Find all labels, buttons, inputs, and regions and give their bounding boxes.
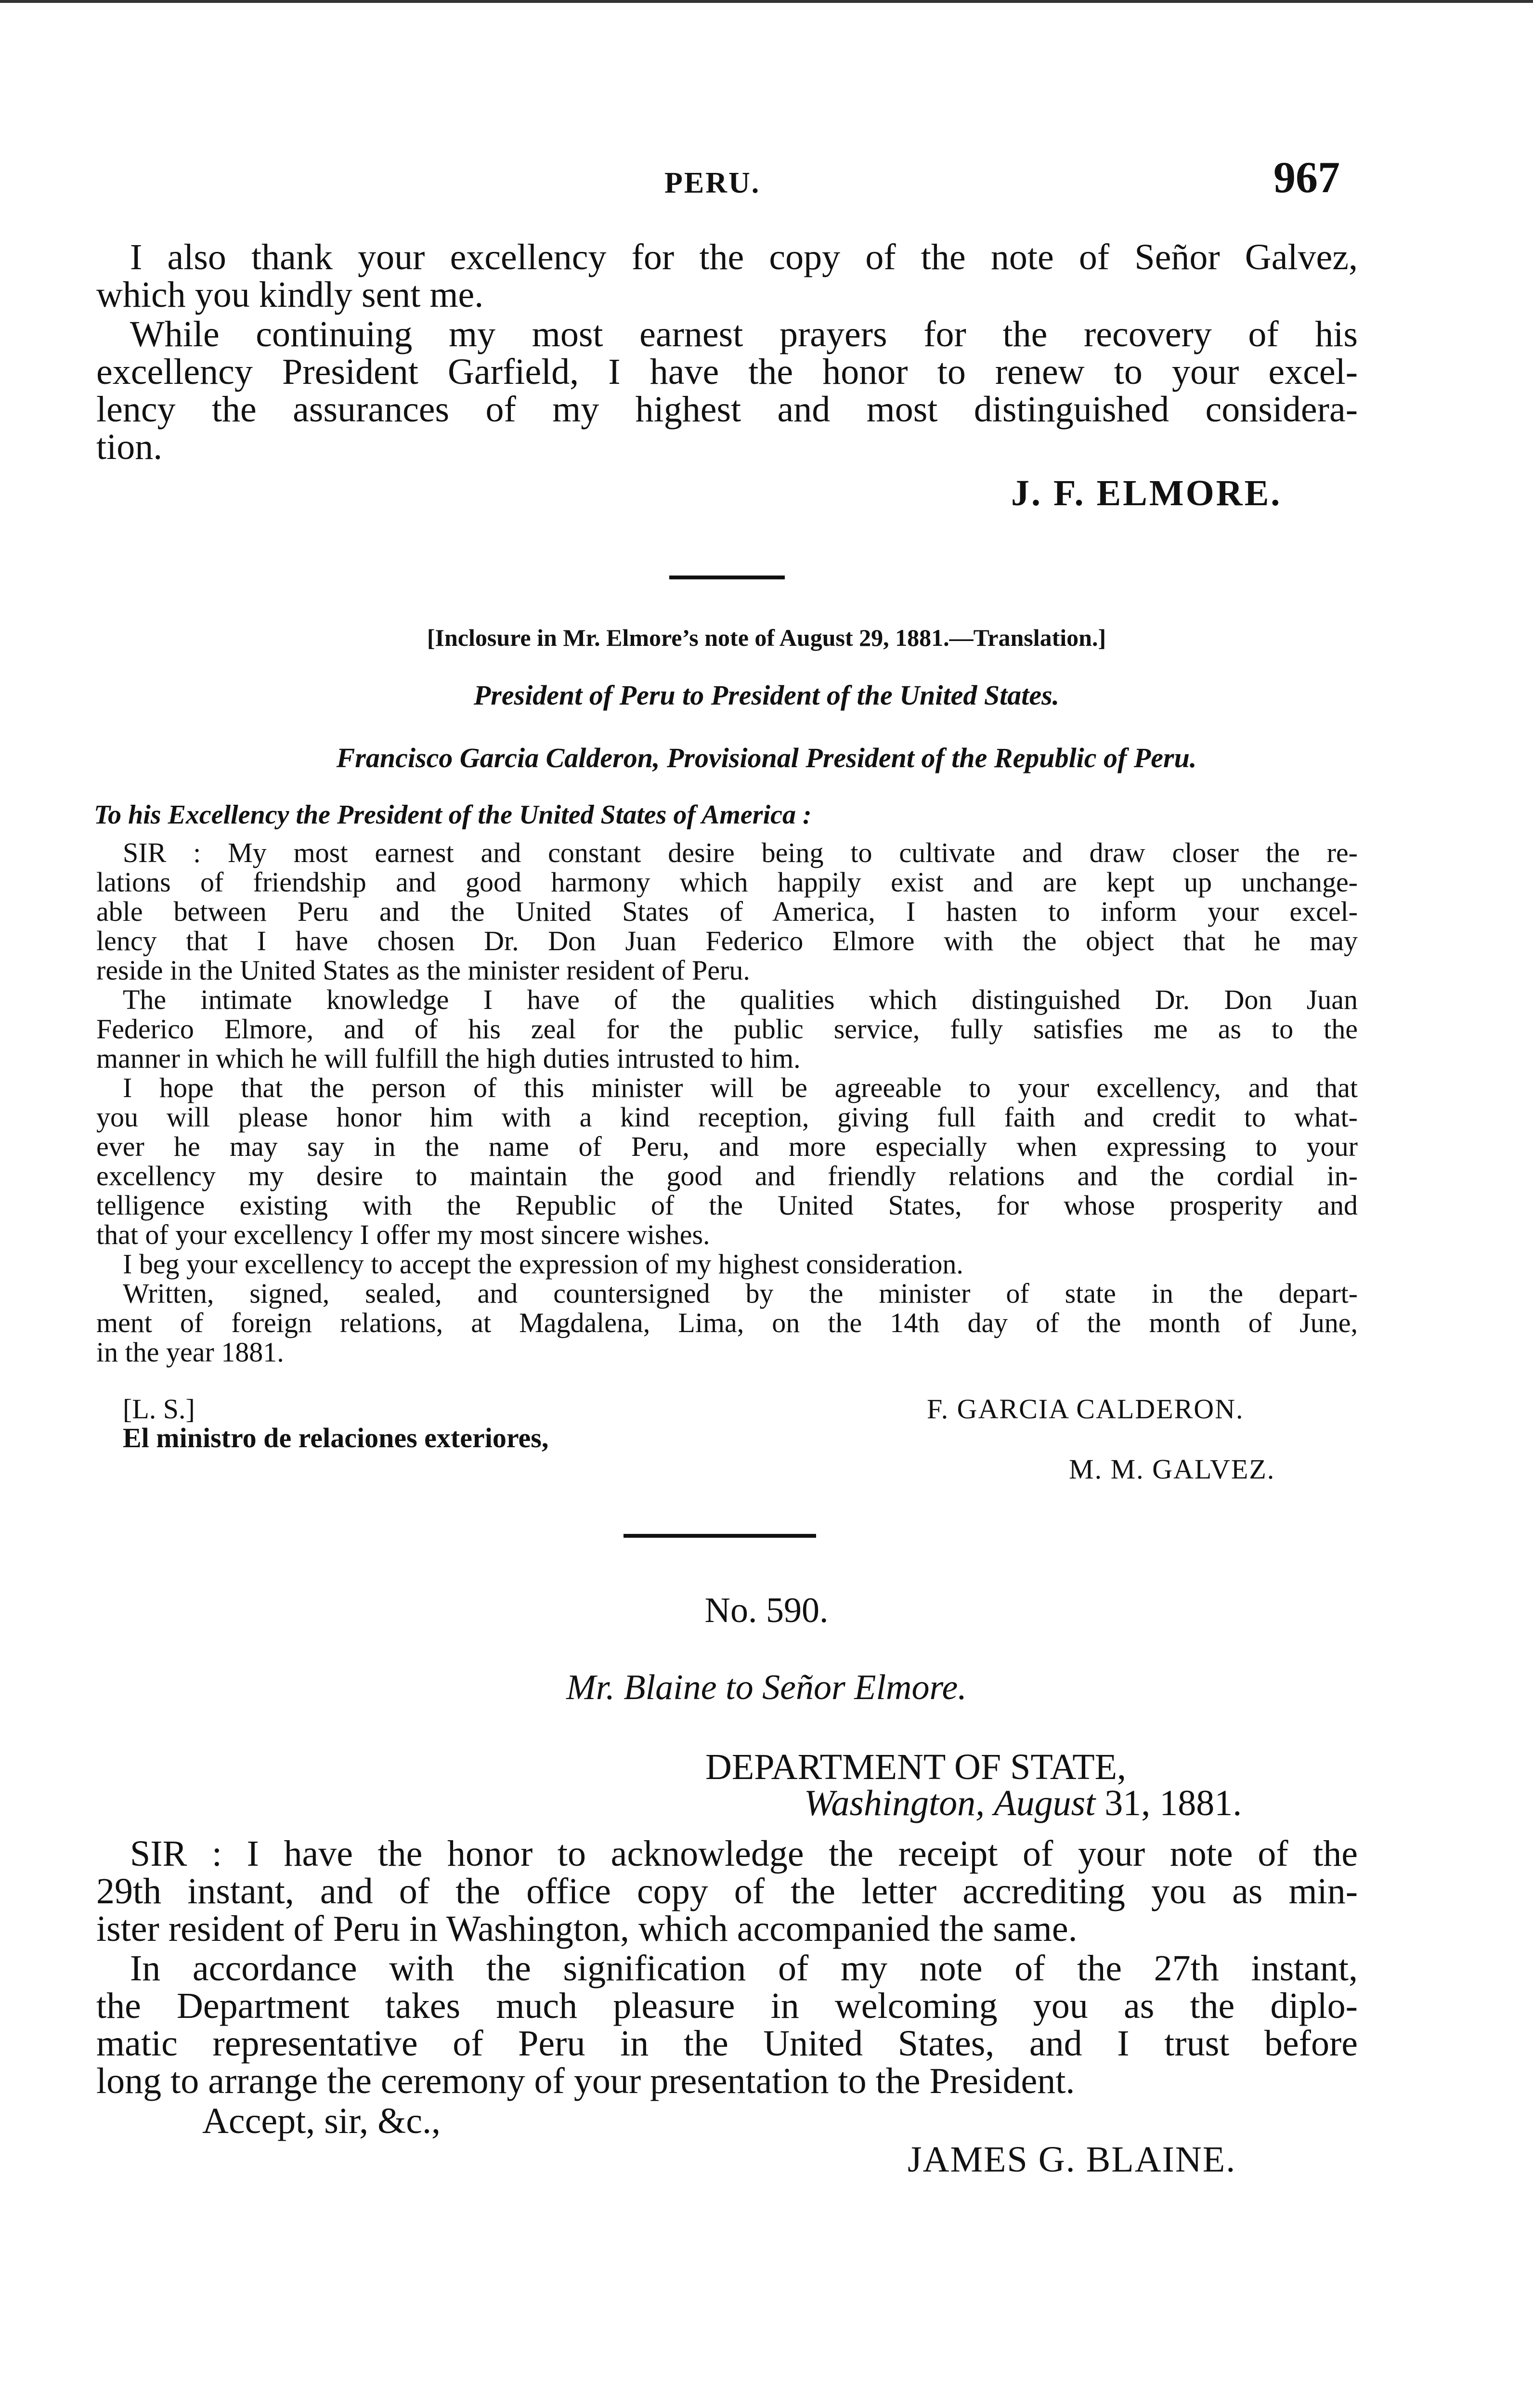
- section-divider: [669, 576, 785, 579]
- text-line: manner in which he will fulfill the high duties intrusted to him.: [96, 1043, 801, 1074]
- text-line: excellency President Garfield, I have the honor to renew to your excel-: [96, 352, 1358, 392]
- dateline-place: Washington,: [804, 1783, 985, 1823]
- dateline-department: DEPARTMENT OF STATE,: [705, 1747, 1127, 1787]
- letter-close-paragraph-2: [96, 315, 1358, 466]
- inclosure-paragraph-3: [96, 1073, 1358, 1249]
- text-line: The intimate knowledge I have of the qualities which distinguished Dr. Don Juan: [123, 984, 1358, 1015]
- inclosure-paragraph-4: [96, 1249, 1358, 1279]
- text-line: In accordance with the signification of my note of the 27th instant,: [130, 1948, 1358, 1989]
- signature-elmore: J. F. ELMORE.: [1011, 473, 1282, 513]
- signature-blaine: JAMES G. BLAINE.: [908, 2139, 1236, 2180]
- inclosure-paragraph-2: [96, 985, 1358, 1073]
- page-number: 967: [1273, 153, 1340, 202]
- letter-number: No. 590.: [704, 1591, 829, 1630]
- text-line: 29th instant, and of the office copy of the letter accrediting you as min-: [96, 1871, 1358, 1911]
- dateline-day-year: 31, 1881.: [1104, 1783, 1242, 1823]
- text-line: matic representative of Peru in the United States, and I trust before: [96, 2023, 1358, 2064]
- letter-title: Mr. Blaine to Señor Elmore.: [566, 1668, 967, 1707]
- text-line: able between Peru and the United States of America, I hasten to inform your excel-: [96, 896, 1358, 927]
- text-line: ment of foreign relations, at Magdalena, Lima, on the 14th day of the month of June,: [96, 1307, 1358, 1338]
- signer-galvez: M. M. GALVEZ.: [1069, 1453, 1275, 1485]
- inclosure-heading: [Inclosure in Mr. Elmore’s note of August 29, 1881.—Translation.]: [427, 624, 1106, 651]
- inclosure-subtitle: Francisco Garcia Calderon, Provisional President of the Republic of Peru.: [336, 742, 1197, 773]
- text-line: While continuing my most earnest prayers for the recovery of his: [130, 314, 1358, 354]
- minister-label: El ministro de relaciones exteriores,: [123, 1422, 549, 1453]
- text-line: that of your excellency I offer my most sincere wishes.: [96, 1219, 710, 1250]
- text-line: telligence existing with the Republic of the United States, for whose prosperity and: [96, 1190, 1358, 1221]
- text-line: you will please honor him with a kind reception, giving full faith and credit to what-: [96, 1101, 1358, 1133]
- text-line: tion.: [96, 427, 163, 467]
- letter2-paragraph-2: [96, 1950, 1358, 2100]
- letter-close-paragraph-1: [96, 238, 1358, 314]
- text-line: lency the assurances of my highest and most distinguished considera-: [96, 389, 1358, 430]
- text-line: lations of friendship and good harmony which happily exist and are kept up unchange-: [96, 866, 1358, 898]
- text-line: the Department takes much pleasure in welcoming you as the diplo-: [96, 1986, 1358, 2026]
- dateline-month: August: [994, 1783, 1096, 1823]
- text-line: Written, signed, sealed, and countersigned by the minister of state in the depart-: [123, 1278, 1358, 1309]
- inclosure-title: President of Peru to President of the United States.: [473, 680, 1060, 711]
- text-line: reside in the United States as the minister resident of Peru.: [96, 955, 750, 986]
- text-line: Federico Elmore, and of his zeal for the public service, fully satisfies me as to the: [96, 1013, 1358, 1045]
- text-line: I also thank your excellency for the copy of the note of Señor Galvez,: [130, 237, 1358, 277]
- signer-calderon: F. GARCIA CALDERON.: [927, 1393, 1244, 1425]
- top-border: [0, 0, 1533, 3]
- text-line: ister resident of Peru in Washington, which accompanied the same.: [96, 1909, 1078, 1949]
- dateline: [804, 1784, 1242, 1822]
- text-line: excellency my desire to maintain the good and friendly relations and the cordial in-: [96, 1160, 1358, 1191]
- text-line: which you kindly sent me.: [96, 275, 484, 315]
- text-line: ever he may say in the name of Peru, and more especially when expressing to your: [96, 1131, 1358, 1162]
- running-header-title: PERU.: [664, 167, 761, 199]
- text-line: in the year 1881.: [96, 1336, 284, 1368]
- section-divider: [624, 1534, 816, 1538]
- closing-line: Accept, sir, &c.,: [202, 2101, 441, 2141]
- text-line: lency that I have chosen Dr. Don Juan Federico Elmore with the object that he may: [96, 925, 1358, 956]
- letter2-paragraph-1: [96, 1835, 1358, 1948]
- inclosure-address: To his Excellency the President of the United States of America :: [94, 800, 812, 830]
- text-line: I hope that the person of this minister will be agreeable to your excellency, and that: [123, 1072, 1358, 1103]
- seal-mark: [L. S.]: [123, 1393, 195, 1425]
- text-line: SIR : My most earnest and constant desire being to cultivate and draw closer the re-: [123, 837, 1358, 868]
- text-line: long to arrange the ceremony of your presentation to the President.: [96, 2061, 1075, 2101]
- text-line: SIR : I have the honor to acknowledge the receipt of your note of the: [130, 1833, 1358, 1874]
- text-line: I beg your excellency to accept the expression of my highest consideration.: [123, 1248, 963, 1280]
- inclosure-paragraph-5: [96, 1279, 1358, 1367]
- inclosure-paragraph-1: [96, 838, 1358, 985]
